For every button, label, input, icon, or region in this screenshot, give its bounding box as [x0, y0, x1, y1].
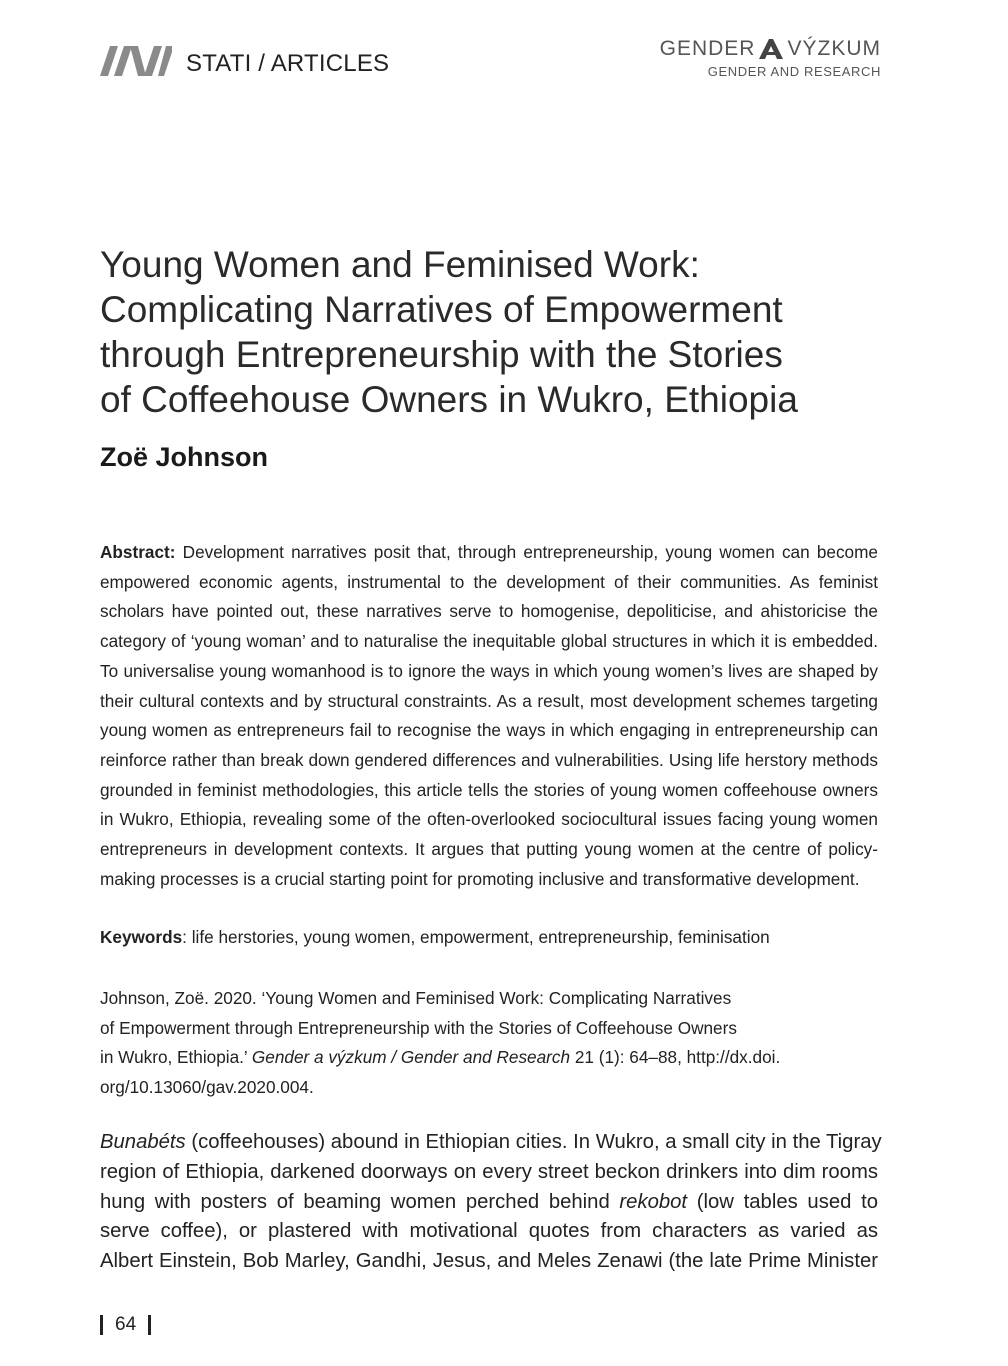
folio-right-bar — [148, 1315, 151, 1335]
citation-line3-post: 21 (1): 64–88, http://dx.doi. — [570, 1047, 781, 1067]
section-label: STATI / ARTICLES — [186, 50, 390, 77]
citation-line: org/10.13060/gav.2020.004. — [100, 1076, 314, 1097]
body-paragraph — [100, 1128, 882, 1277]
journal-subtitle: GENDER AND RESEARCH — [707, 64, 881, 79]
title-line: Complicating Narratives of Empowerment — [100, 289, 783, 330]
section-header — [100, 46, 389, 76]
section-logo-icon — [100, 46, 172, 76]
body-line — [100, 1128, 882, 1158]
author-name: Zoë Johnson — [100, 442, 268, 472]
page-folio — [100, 1314, 151, 1336]
citation-journal: Gender a výzkum / Gender and Research — [251, 1047, 571, 1067]
abstract-label: Abstract: — [100, 542, 176, 562]
body-line: serve coffee), or plastered with motivational quotes from characters as varied as — [100, 1220, 878, 1243]
citation-line — [100, 1043, 870, 1073]
citation-line: of Empowerment through Entrepreneurship with the Stories of Coffeehouse Owners — [100, 1017, 737, 1038]
journal-name-part2: VÝZKUM — [787, 37, 881, 60]
title-line: of Coffeehouse Owners in Wukro, Ethiopia — [100, 379, 798, 420]
journal-name-part1: GENDER — [659, 37, 756, 60]
citation-line3-pre: in Wukro, Ethiopia.’ — [100, 1047, 252, 1067]
body-italic-term: Bunabéts — [100, 1131, 186, 1153]
title-line: through Entrepreneurship with the Stories — [100, 334, 783, 375]
body-line3-pre: hung with posters of beaming women perched behind — [100, 1190, 620, 1213]
journal-a-mark-icon — [759, 39, 783, 59]
keywords-text: : life herstories, young women, empowerment, entrepreneurship, feminisation — [182, 927, 770, 947]
body-line: region of Ethiopia, darkened doorways on every street beckon drinkers into dim rooms — [100, 1160, 878, 1183]
body-line: Albert Einstein, Bob Marley, Gandhi, Jesus, and Meles Zenawi (the late Prime Minister — [100, 1250, 878, 1273]
keywords — [100, 923, 878, 953]
journal-brand — [660, 38, 881, 79]
abstract — [100, 538, 878, 894]
body-line3-post: (low tables used to — [687, 1190, 878, 1213]
page-number: 64 — [115, 1314, 137, 1335]
body-line — [100, 1188, 878, 1218]
citation-line: Johnson, Zoë. 2020. ‘Young Women and Feminised Work: Complicating Narratives — [100, 988, 732, 1008]
citation — [100, 984, 870, 1102]
body-line-rest: (coffeehouses) abound in Ethiopian cities. In Wukro, a small city in the Tigray — [185, 1131, 882, 1153]
article-title — [100, 242, 860, 422]
journal-name — [660, 38, 881, 60]
abstract-text: Development narratives posit that, through entrepreneurship, young women can become empowered economic agents, instrumental to the development of their communities. As feminist scholars have pointed out, these narratives serve to homogenise, depoliticise, and ahistoricise the category of ‘young woman’ and to naturalise the inequitable global structures in which it is embedded. To universalise young womanhood is to ignore the ways in which young women’s lives are shaped by their cultural contexts and by structural constraints. As a result, most development schemes targeting young women as entrepreneurs fail to recognise the ways in which engaging in entrepreneurship can reinforce rather than break down gendered differences and vulnerabilities. Using life herstory methods grounded in feminist methodologies, this article tells the stories of young women coffeehouse owners in Wukro, Ethiopia, revealing some of the often-overlooked sociocultural issues facing young women entrepreneurs in development contexts. It argues that putting young women at the centre of policy-making processes is a crucial starting point for promoting inclusive and transformative development. — [100, 542, 878, 889]
body-italic-term: rekobot — [619, 1190, 688, 1213]
title-line: Young Women and Feminised Work: — [100, 244, 700, 285]
folio-left-bar — [100, 1315, 103, 1335]
keywords-label: Keywords — [100, 927, 183, 947]
